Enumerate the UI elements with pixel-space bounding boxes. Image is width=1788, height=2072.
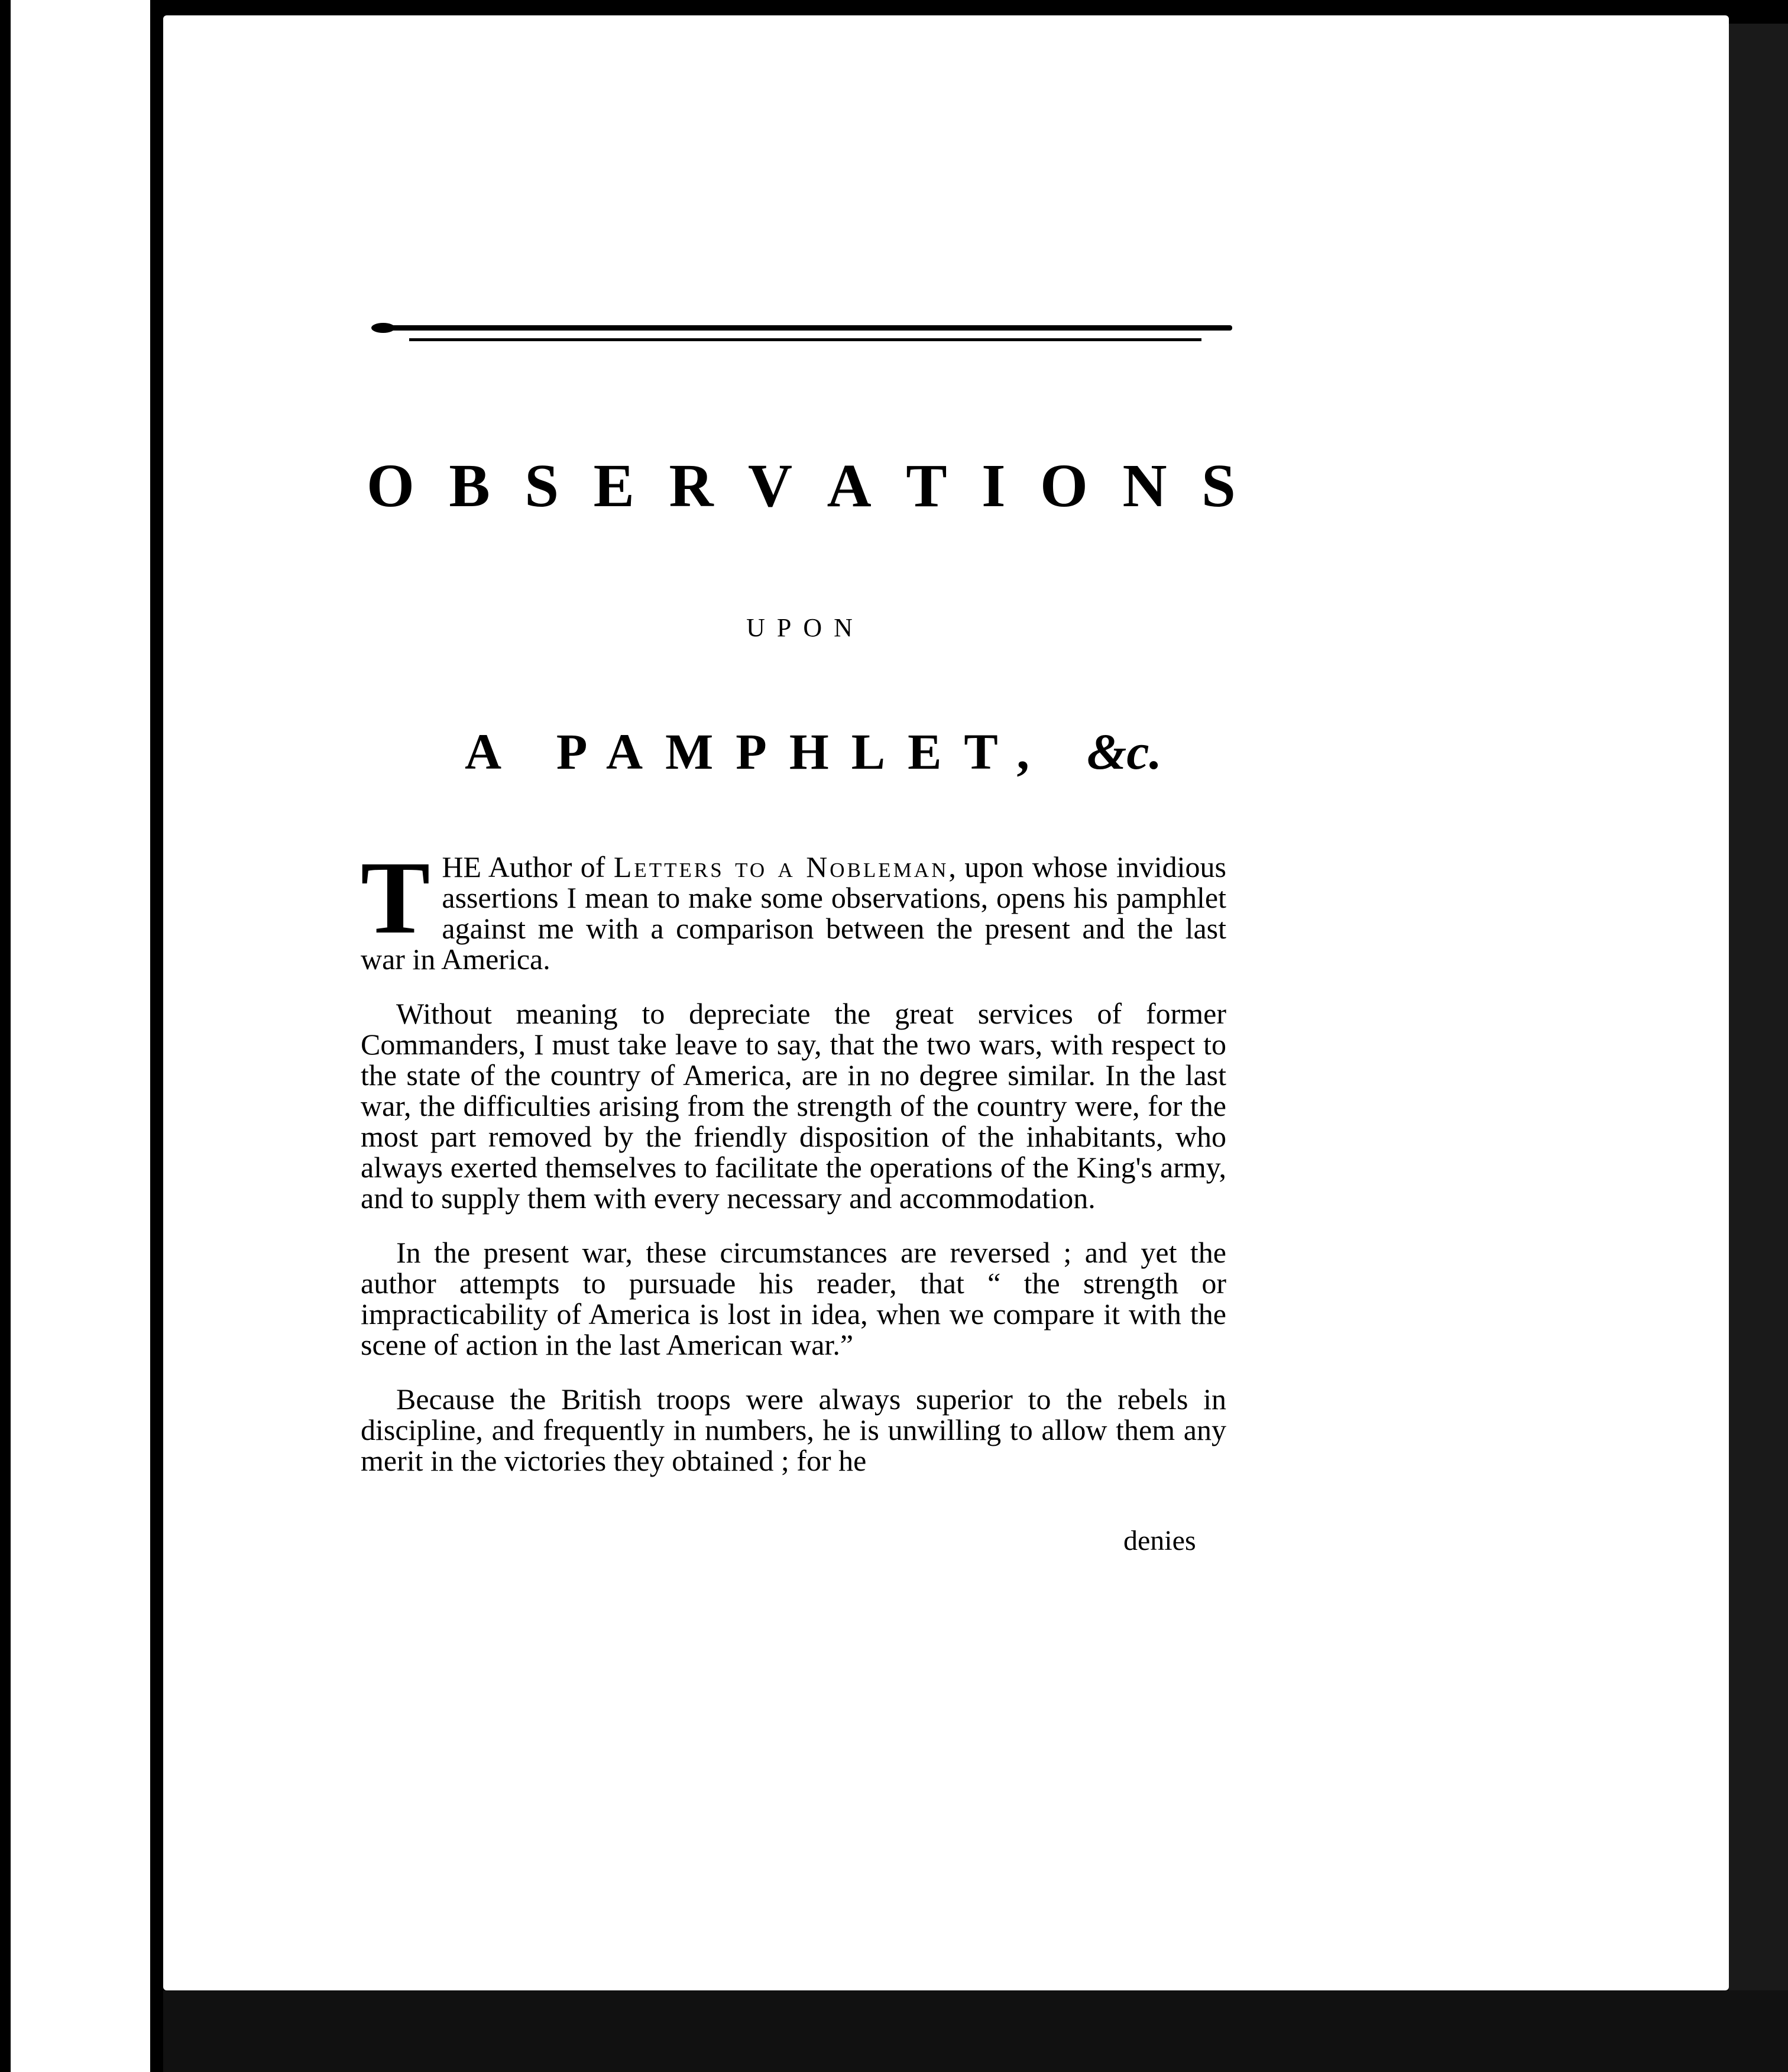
title-letter: A — [827, 452, 872, 520]
title-letter: R — [669, 452, 714, 520]
subtitle-text: A PAMPHLET, — [465, 723, 1052, 780]
previous-page-edge — [11, 0, 150, 2072]
drop-cap: T — [361, 840, 430, 956]
title-letter: I — [982, 452, 1006, 520]
page-bottom-shadow — [163, 1990, 1788, 2072]
title-letter: B — [449, 452, 490, 520]
book-spine-shadow — [1729, 24, 1788, 2011]
paragraph-4: Because the British troops were always superior to the rebels in discipline, and frequently in numbers, he is unwilling to allow them any merit in the victories they obtained ; for he — [361, 1383, 1226, 1477]
paragraph-1-smallcaps: Letters to a Nobleman — [613, 850, 949, 883]
title-letter: N — [1122, 452, 1167, 520]
page-subtitle — [465, 723, 1162, 780]
rule-thin-line — [409, 338, 1201, 341]
catchword: denies — [1123, 1525, 1196, 1556]
title-letter: V — [748, 452, 793, 520]
title-letter: T — [906, 452, 947, 520]
title-letter: S — [524, 452, 559, 520]
paragraph-1-text-a: HE Author of — [442, 850, 614, 883]
paragraph-1 — [361, 840, 1226, 976]
title-letter: S — [1201, 452, 1236, 520]
body-text — [361, 840, 1226, 1500]
ornamental-rule — [374, 325, 1232, 349]
paragraph-3: In the present war, these circumstances are reversed ; and yet the author attempts to pursuade his reader, that “ the strength or impracticability of America is lost in idea, when we compare it with the scene of action in the last American war.” — [361, 1236, 1226, 1361]
page-title — [367, 452, 1236, 520]
title-connector: UPON — [746, 613, 864, 642]
title-letter: O — [1040, 452, 1088, 520]
paragraph-2: Without meaning to depreciate the great services of former Commanders, I must take leave to say, that the two wars, with respect to the state of the country of America, are in no degree similar. In the last war, the difficulties arising from the strength of the country were, for the most part removed by the friendly disposition of the inhabitants, who always exerted themselves to facilitate the operations of the King's army, and to supply them with every necessary and accommodation. — [361, 997, 1226, 1215]
paragraph-1-text-b: , upon whose invidious assertions I mean to make some observations, opens his pamphlet against me with a comparison between the present and the last war in America. — [361, 850, 1226, 976]
title-letter: E — [593, 452, 634, 520]
rule-thick-line — [374, 325, 1232, 331]
title-letter: O — [367, 452, 414, 520]
subtitle-etc: &c. — [1087, 723, 1162, 780]
